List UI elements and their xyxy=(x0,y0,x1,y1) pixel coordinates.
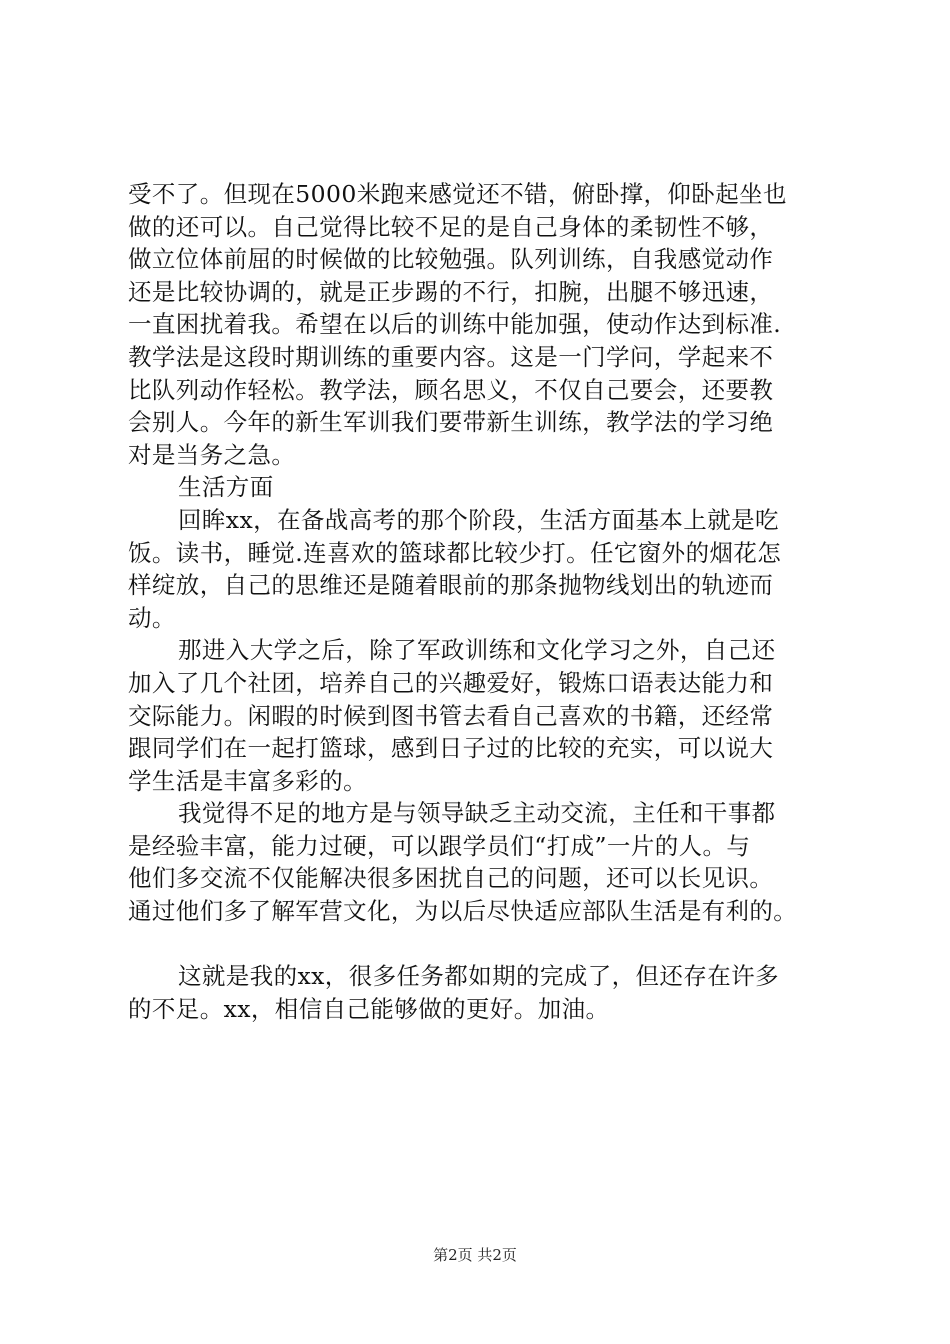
text-line: 饭。读书，睡觉.连喜欢的篮球都比较少打。任它窗外的烟花怎 xyxy=(128,538,782,567)
text-line: 一直困扰着我。希望在以后的训练中能加强，使动作达到标准. xyxy=(128,310,782,339)
text-line: 回眸xx，在备战高考的那个阶段，生活方面基本上就是吃 xyxy=(178,505,779,534)
text-line: 我觉得不足的地方是与领导缺乏主动交流，主任和干事都 xyxy=(178,799,776,828)
text-line: 通过他们多了解军营文化，为以后尽快适应部队生活是有利的。 xyxy=(128,897,798,926)
text-line: 比队列动作轻松。教学法，顾名思义，不仅自己要会，还要教 xyxy=(128,375,774,404)
text-line: 做立位体前屈的时候做的比较勉强。队列训练，自我感觉动作 xyxy=(128,245,774,274)
text-line: 动。 xyxy=(128,603,176,632)
text-line: 生活方面 xyxy=(178,473,274,502)
text-line: 交际能力。闲暇的时候到图书管去看自己喜欢的书籍，还经常 xyxy=(128,701,774,730)
text-line: 样绽放，自己的思维还是随着眼前的那条抛物线划出的轨迹而 xyxy=(128,571,774,600)
text-line: 学生活是丰富多彩的。 xyxy=(128,766,367,795)
text-line: 教学法是这段时期训练的重要内容。这是一门学问，学起来不 xyxy=(128,342,774,371)
page-footer: 第2页 共2页 xyxy=(433,1246,517,1264)
blank-line xyxy=(128,928,848,961)
text-line: 那进入大学之后，除了军政训练和文化学习之外，自己还 xyxy=(178,636,776,665)
text-line: 是经验丰富，能力过硬，可以跟学员们“打成”一片的人。与 xyxy=(128,831,751,860)
text-line: 这就是我的xx，很多任务都如期的完成了，但还存在许多 xyxy=(178,962,779,991)
text-line: 受不了。但现在5000米跑来感觉还不错，俯卧撑，仰卧起坐也 xyxy=(128,180,787,208)
text-line: 对是当务之急。 xyxy=(128,440,296,469)
text-line: 加入了几个社团，培养自己的兴趣爱好，锻炼口语表达能力和 xyxy=(128,668,774,697)
text-line: 做的还可以。自己觉得比较不足的是自己身体的柔韧性不够， xyxy=(128,212,774,241)
text-line: 跟同学们在一起打篮球，感到日子过的比较的充实，可以说大 xyxy=(128,734,774,763)
text-line: 的不足。xx，相信自己能够做的更好。加油。 xyxy=(128,994,610,1023)
document-body xyxy=(128,178,848,1025)
text-line: 会别人。今年的新生军训我们要带新生训练，教学法的学习绝 xyxy=(128,408,774,437)
text-line: 他们多交流不仅能解决很多困扰自己的问题，还可以长见识。 xyxy=(128,864,774,893)
text-line: 还是比较协调的，就是正步踢的不行，扣腕，出腿不够迅速， xyxy=(128,277,774,306)
